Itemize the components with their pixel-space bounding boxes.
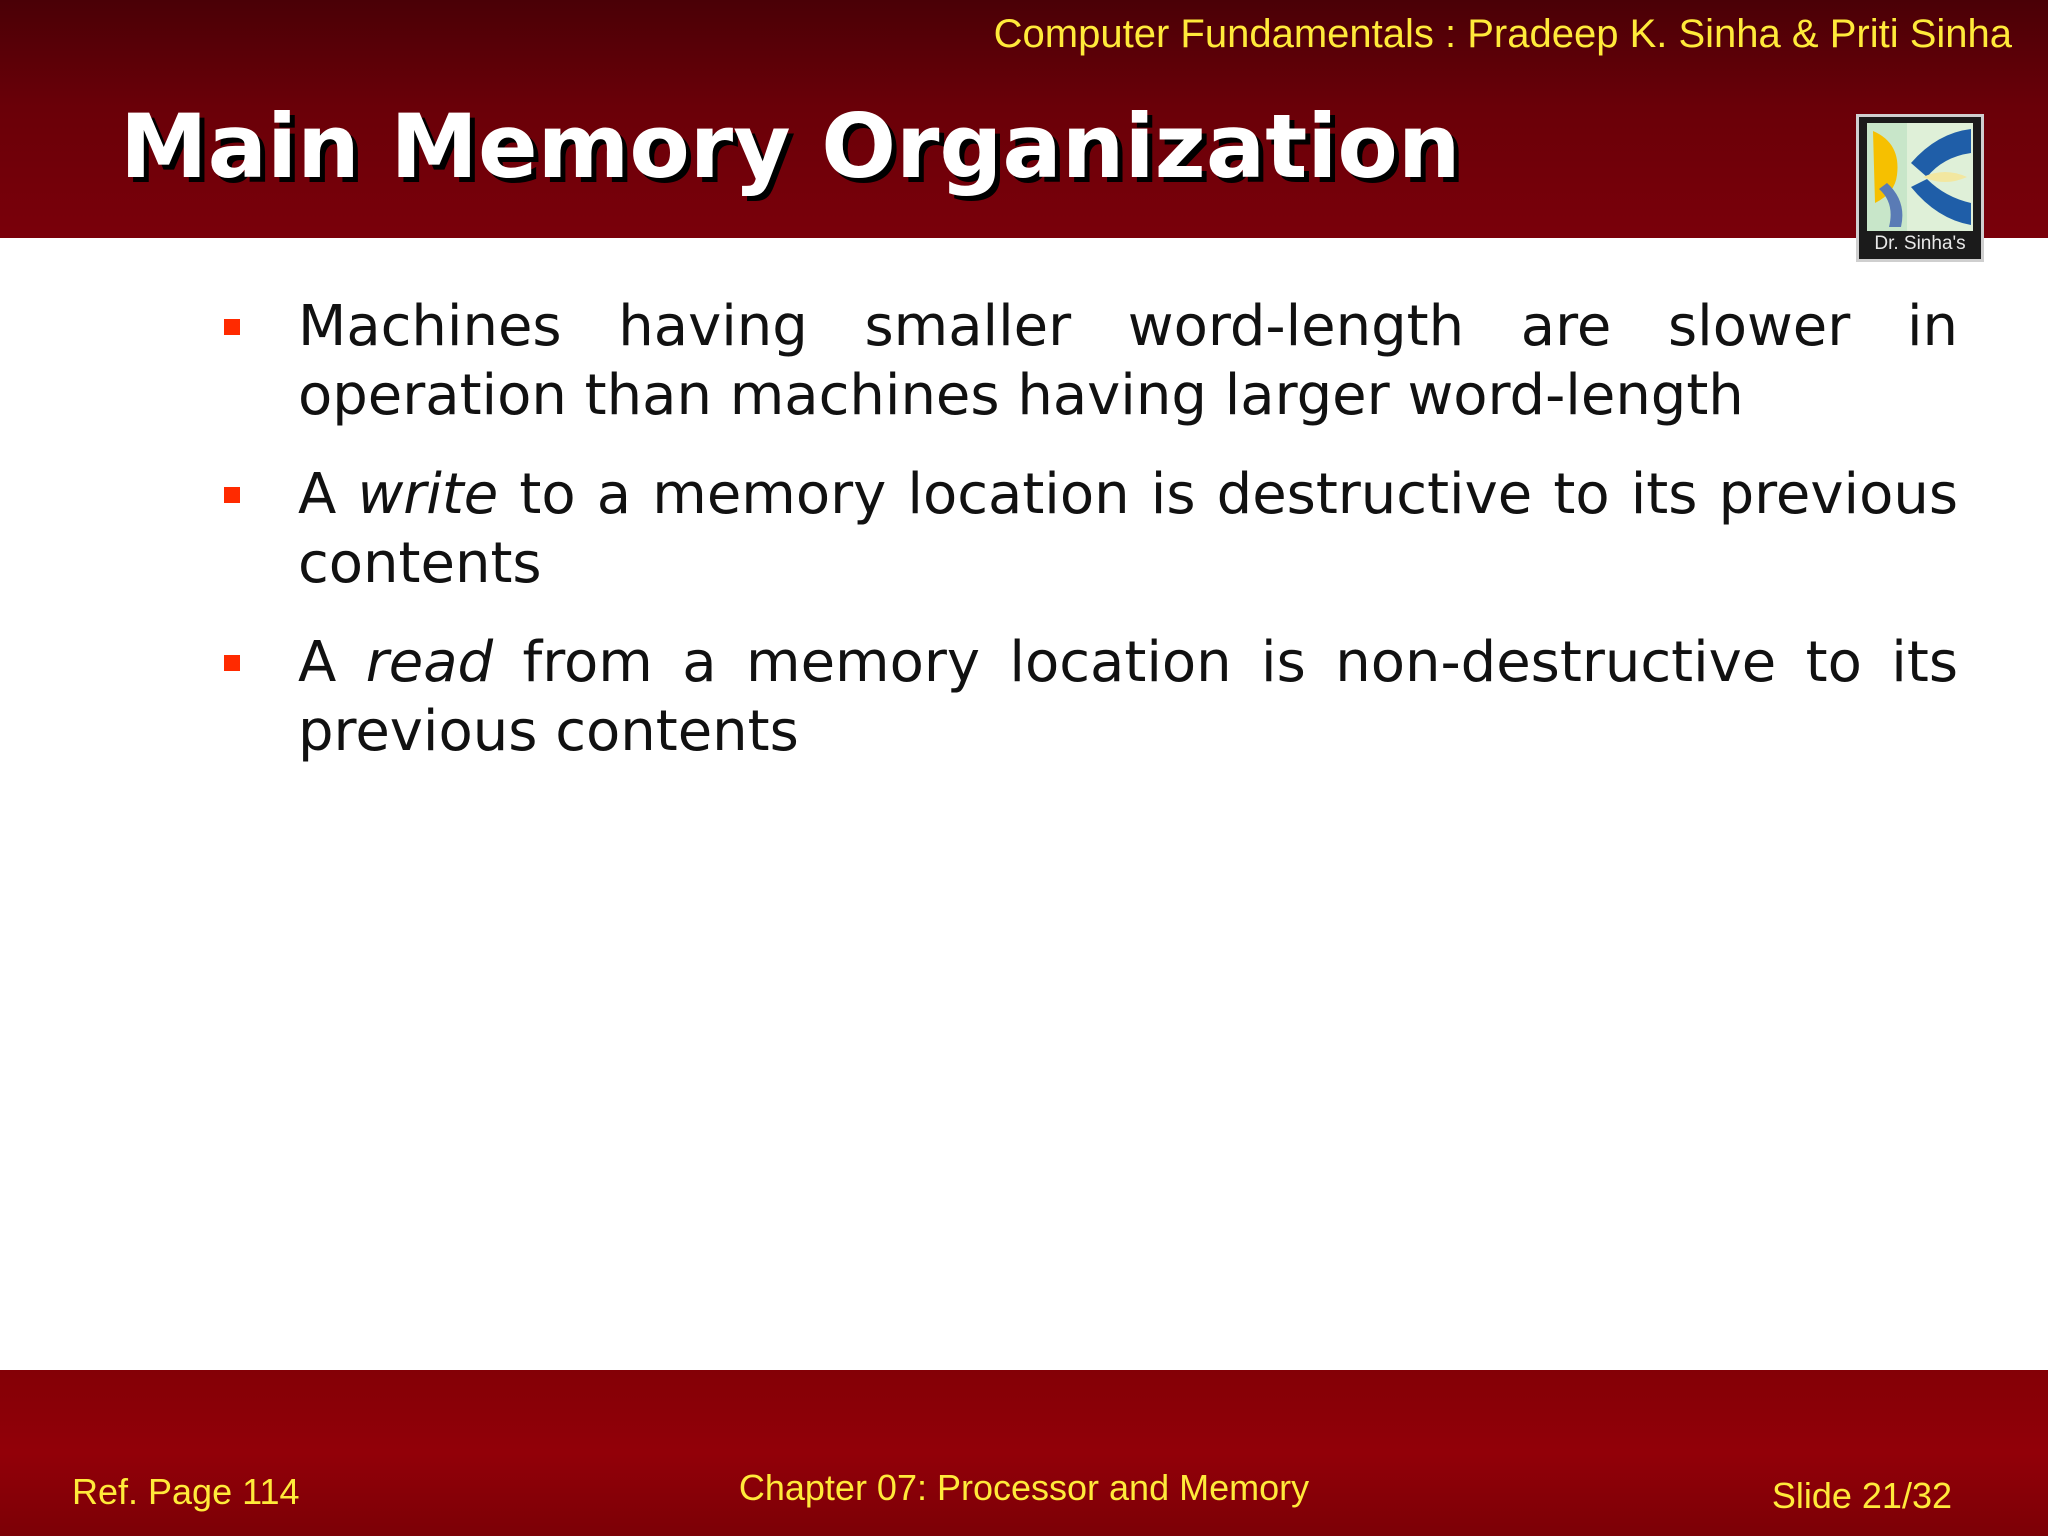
bullet-item-read	[220, 628, 1958, 766]
bullet-item-word-length	[220, 292, 1958, 430]
bullet-suffix: to a memory location is destructive to its previous contents	[298, 462, 1959, 596]
slide-content	[220, 292, 1958, 796]
dr-sinhas-logo-icon	[1856, 114, 1984, 262]
ref-page-label: Ref. Page 114	[72, 1471, 300, 1512]
slide-number: Slide 21/32	[1771, 1475, 1952, 1516]
slide-title: Main Memory Organization	[120, 95, 1461, 198]
bullet-emphasis-write: write	[357, 462, 499, 527]
chapter-label: Chapter 07: Processor and Memory	[738, 1467, 1310, 1508]
bullet-square-icon	[224, 319, 240, 335]
bullet-text: Machines having smaller word-length are slower in operation than machines having larger word-length	[298, 294, 1958, 428]
slide-header	[0, 0, 2048, 238]
bullet-emphasis-read: read	[365, 630, 494, 695]
bullet-item-write	[220, 460, 1958, 598]
book-title: Computer Fundamentals : Pradeep K. Sinha & Priti Sinha	[993, 12, 2012, 56]
slide-footer	[0, 1370, 2048, 1536]
logo-text: Dr. Sinha's	[1874, 233, 1966, 254]
bullet-square-icon	[224, 487, 240, 503]
bullet-square-icon	[224, 655, 240, 671]
bullet-prefix: A	[298, 462, 358, 527]
bullet-prefix: A	[298, 630, 366, 695]
bullet-suffix: from a memory location is non-destructive to its previous contents	[298, 630, 1958, 764]
logo-graphic	[1867, 123, 1973, 231]
